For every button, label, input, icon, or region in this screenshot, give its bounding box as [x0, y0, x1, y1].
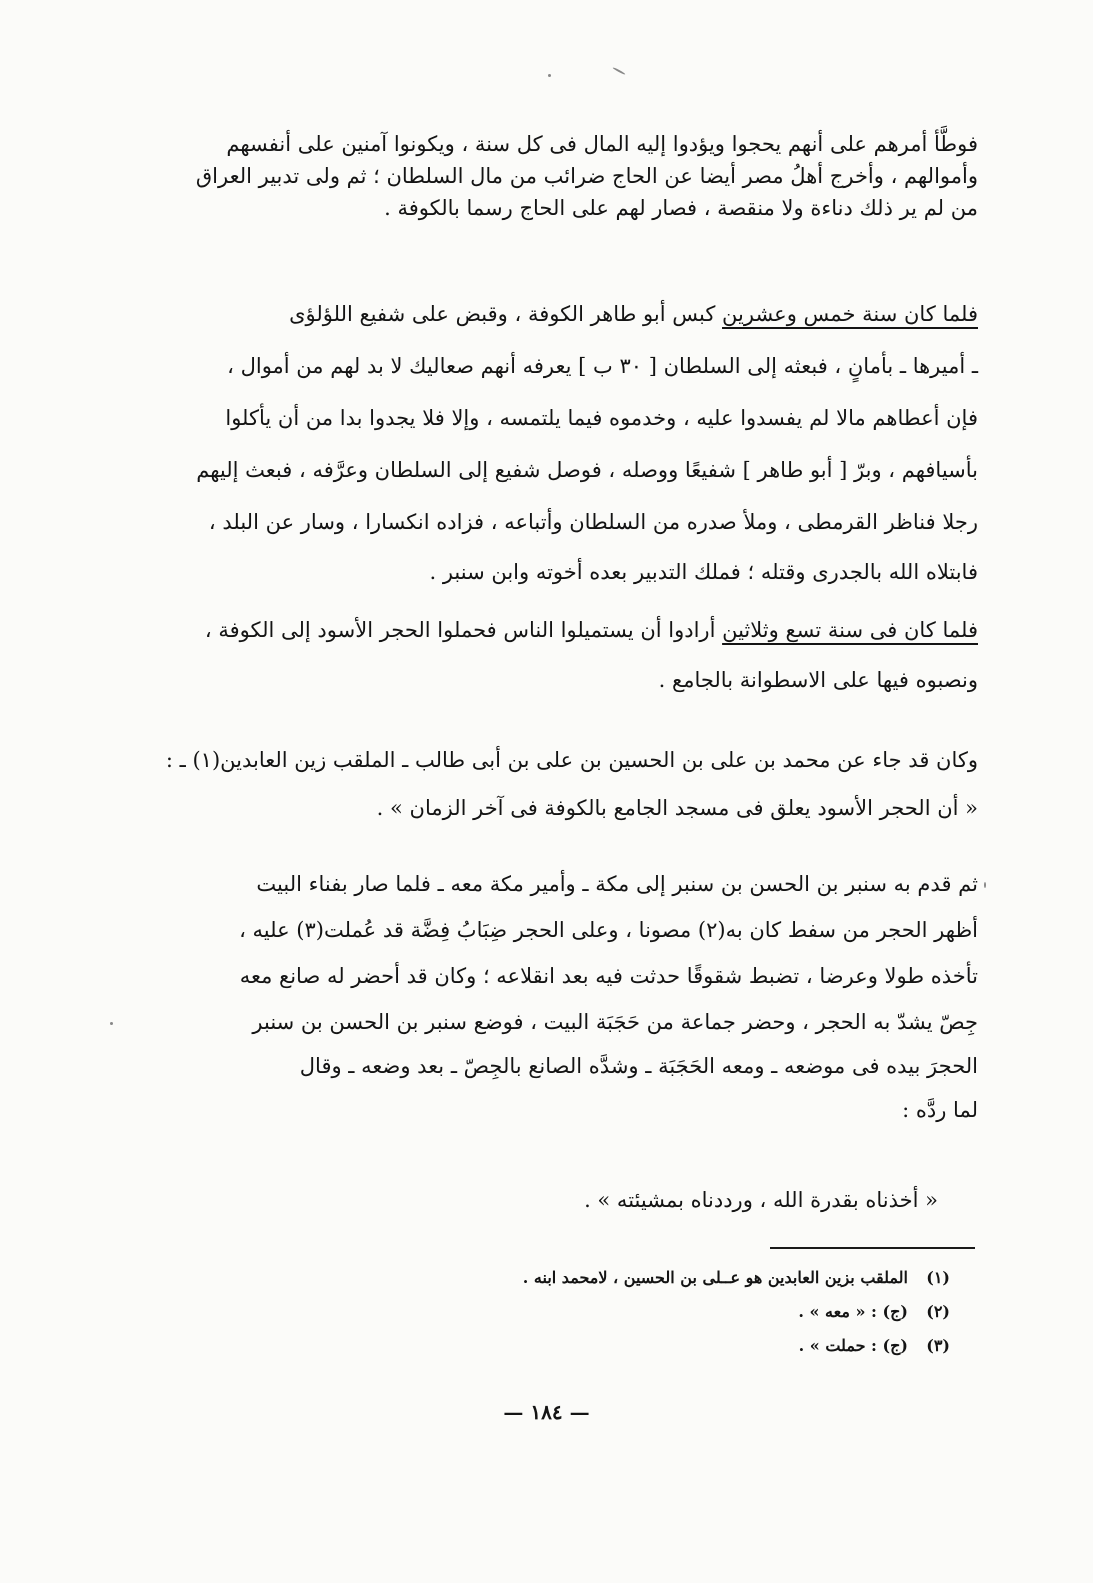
scan-speck	[612, 67, 625, 75]
footnote-3	[799, 1336, 950, 1355]
text-line: من لم ير ذلك دناءة ولا منقصة ، فصار لهم على الحاج رسما بالكوفة .	[384, 196, 978, 220]
footnote-text: (ج) : حملت » .	[798, 1336, 908, 1355]
text-line: لما ردَّه :	[902, 1098, 978, 1122]
footnote-1	[523, 1268, 950, 1287]
text-line: فابتلاه الله بالجدرى وقتله ؛ فملك التدبير بعده أخوته وابن سنبر .	[429, 560, 978, 584]
text-line: بأسيافهم ، وبرّ [ أبو طاهر ] شفيعًا ووصله ، فوصل شفيع إلى السلطان وعرَّفه ، فبعث إليهم	[196, 458, 978, 482]
text-line: فإن أعطاهم مالا لم يفسدوا عليه ، وخدموه فيما يلتمسه ، وإلا فلا يجدوا بدا من أن يأكلوا	[225, 406, 978, 430]
text-line: « أن الحجر الأسود يعلق فى مسجد الجامع بالكوفة فى آخر الزمان » .	[376, 796, 978, 820]
text-line	[289, 298, 978, 330]
text-line	[205, 614, 978, 646]
text-line: جِصّ يشدّ به الحجر ، وحضر جماعة من حَجَبَة البيت ، فوضع سنبر بن الحسن بن سنبر	[252, 1010, 978, 1034]
text-line: رجلا فناظر القرمطى ، وملأ صدره من السلطان وأتباعه ، فزاده انكسارا ، وسار عن البلد ،	[208, 510, 978, 534]
underlined-date-phrase: فلما كان فى سنة تسع وثلاثين	[722, 618, 978, 642]
scan-speck	[548, 74, 551, 77]
footnote-number: (٣)	[926, 1336, 950, 1355]
page-number: — ١٨٤ —	[503, 1400, 590, 1424]
line-remainder: كبس أبو طاهر الكوفة ، وقبض على شفيع اللؤلؤى	[289, 302, 723, 326]
footnote-number: (١)	[926, 1268, 950, 1287]
text-line: ـ أميرها ـ بأمانٍ ، فبعثه إلى السلطان [ ٣٠ ب ] يعرفه أنهم صعاليك لا بد لهم من أموال ،	[227, 354, 978, 378]
paragraph-3	[118, 614, 978, 724]
text-line: الحجرَ بيده فى موضعه ـ ومعه الحَجَبَة ـ وشدَّه الصانع بالجِصّ ـ بعد وضعه ـ وقال	[299, 1054, 978, 1078]
footnote-text: الملقب بزين العابدين هو عــلى بن الحسين ، لامحمد ابنه .	[522, 1268, 908, 1287]
paragraph-6	[118, 1184, 978, 1224]
paragraph-2	[118, 298, 978, 598]
footnote-2	[798, 1302, 950, 1321]
text-line: ثم قدم به سنبر بن الحسن بن سنبر إلى مكة ـ وأمير مكة معه ـ فلما صار بفناء البيت	[256, 872, 978, 896]
text-line: فوطَّأ أمرهم على أنهم يحجوا ويؤدوا إليه المال فى كل سنة ، ويكونوا آمنين على أنفسهم	[226, 132, 978, 156]
paragraph-1	[118, 128, 978, 238]
text-line: وأموالهم ، وأخرج أهلُ مصر أيضا عن الحاج ضرائب من مال السلطان ؛ ثم ولى تدبير العراق	[195, 164, 978, 188]
underlined-date-phrase: فلما كان سنة خمس وعشرين	[722, 302, 978, 326]
paragraph-5	[118, 868, 978, 1168]
text-line: تأخذه طولا وعرضا ، تضبط شقوقًا حدثت فيه بعد انقلاعه ؛ وكان قد أحضر له صانع معه	[239, 964, 978, 988]
footnote-number: (٢)	[926, 1302, 950, 1321]
text-line: أظهر الحجر من سفط كان به(٢) مصونا ، وعلى الحجر ضِبَابُ فِضَّة قد عُملت(٣) عليه ،	[239, 918, 978, 942]
text-line: ونصبوه فيها على الاسطوانة بالجامع .	[658, 668, 978, 692]
scan-speck	[984, 882, 986, 888]
text-line: « أخذناه بقدرة الله ، ورددناه بمشيئته » .	[584, 1188, 938, 1212]
text-line: وكان قد جاء عن محمد بن على بن الحسين بن على بن أبى طالب ـ الملقب زين العابدين(١) ـ :	[165, 748, 978, 772]
paragraph-4	[118, 744, 978, 844]
line-remainder: أرادوا أن يستميلوا الناس فحملوا الحجر الأسود إلى الكوفة ،	[204, 618, 723, 642]
scan-speck	[110, 1022, 113, 1025]
footnote-separator	[770, 1247, 975, 1249]
footnote-text: (ج) : « معه » .	[798, 1302, 908, 1321]
